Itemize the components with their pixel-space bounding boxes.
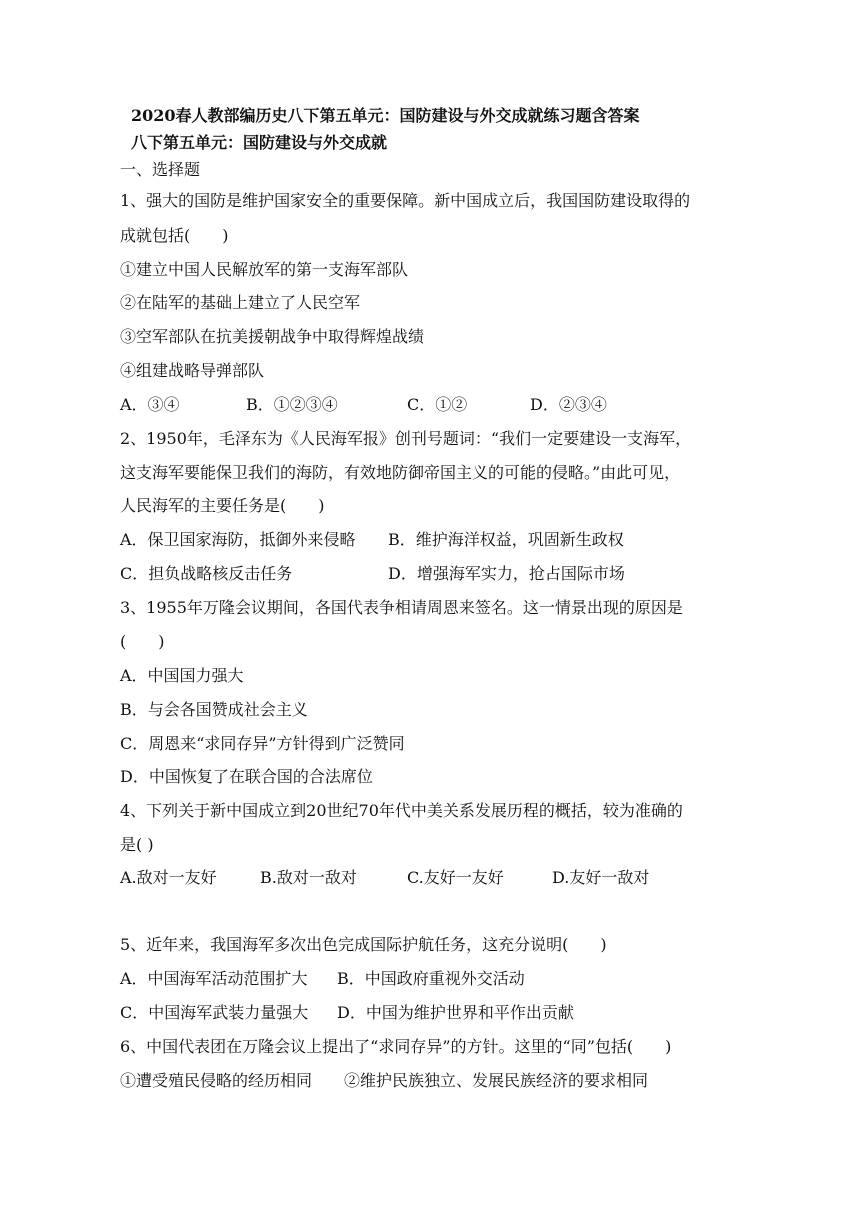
q5-option-d: D．中国为维护世界和平作出贡献	[337, 1003, 574, 1022]
q2-option-c: C．担负战略核反击任务	[120, 564, 293, 583]
q2-option-b: B．维护海洋权益，巩固新生政权	[388, 530, 624, 549]
q5-option-c: C．中国海军武装力量强大	[120, 1003, 309, 1022]
q3-stem-line2: ( )	[120, 632, 165, 651]
q1-option-b: B．①②③④	[246, 395, 338, 414]
q4-stem-line1: 4、下列关于新中国成立到20世纪70年代中美关系发展历程的概括，较为准确的	[120, 801, 683, 820]
section-heading: 一、选择题	[120, 160, 201, 179]
q3-option-c: C．周恩来“求同存异”方针得到广泛赞同	[120, 734, 405, 753]
q1-option-a: A．③④	[120, 395, 180, 414]
q5-option-a: A．中国海军活动范围扩大	[120, 969, 308, 988]
q5-option-b: B．中国政府重视外交活动	[337, 969, 525, 988]
q6-item-2: ②维护民族独立、发展民族经济的要求相同	[344, 1071, 649, 1090]
q3-option-d: D．中国恢复了在联合国的合法席位	[120, 767, 373, 786]
q1-item-2: ②在陆军的基础上建立了人民空军	[120, 293, 361, 312]
q3-option-a: A．中国国力强大	[120, 666, 244, 685]
q2-stem-line2: 这支海军要能保卫我们的海防，有效地防御帝国主义的可能的侵略。”由此可见，	[120, 463, 681, 482]
q4-option-a: A.敌对一友好	[120, 868, 217, 887]
q4-option-d: D.友好一敌对	[552, 868, 650, 887]
q1-stem-line2: 成就包括( )	[120, 226, 229, 245]
q1-stem-line1: 1、强大的国防是维护国家安全的重要保障。新中国成立后，我国国防建设取得的	[120, 191, 691, 210]
q4-stem-line2: 是( )	[120, 835, 154, 854]
q2-stem-line3: 人民海军的主要任务是( )	[120, 496, 325, 515]
q4-option-b: B.敌对一敌对	[260, 868, 357, 887]
document-title: 2020春人教部编历史八下第五单元：国防建设与外交成就练习题含答案	[131, 106, 640, 125]
q2-stem-line1: 2、1950年，毛泽东为《人民海军报》创刊号题词：“我们一定要建设一支海军，	[120, 429, 692, 448]
q1-item-3: ③空军部队在抗美援朝战争中取得辉煌战绩	[120, 327, 425, 346]
q1-item-1: ①建立中国人民解放军的第一支海军部队	[120, 260, 409, 279]
q5-stem-line1: 5、近年来，我国海军多次出色完成国际护航任务，这充分说明( )	[120, 935, 607, 954]
q3-option-b: B．与会各国赞成社会主义	[120, 700, 308, 719]
q3-stem-line1: 3、1955年万隆会议期间，各国代表争相请周恩来签名。这一情景出现的原因是	[120, 598, 683, 617]
q6-stem-line1: 6、中国代表团在万隆会议上提出了“求同存异”的方针。这里的“同”包括( )	[120, 1037, 672, 1056]
q2-option-a: A．保卫国家海防，抵御外来侵略	[120, 530, 356, 549]
unit-subtitle: 八下第五单元：国防建设与外交成就	[131, 133, 388, 152]
q1-item-4: ④组建战略导弹部队	[120, 361, 265, 380]
q2-option-d: D．增强海军实力，抢占国际市场	[388, 564, 625, 583]
q6-item-1: ①遭受殖民侵略的经历相同	[120, 1071, 313, 1090]
q4-option-c: C.友好一友好	[407, 868, 504, 887]
q1-option-c: C．①②	[407, 395, 468, 414]
q1-option-d: D．②③④	[530, 395, 607, 414]
